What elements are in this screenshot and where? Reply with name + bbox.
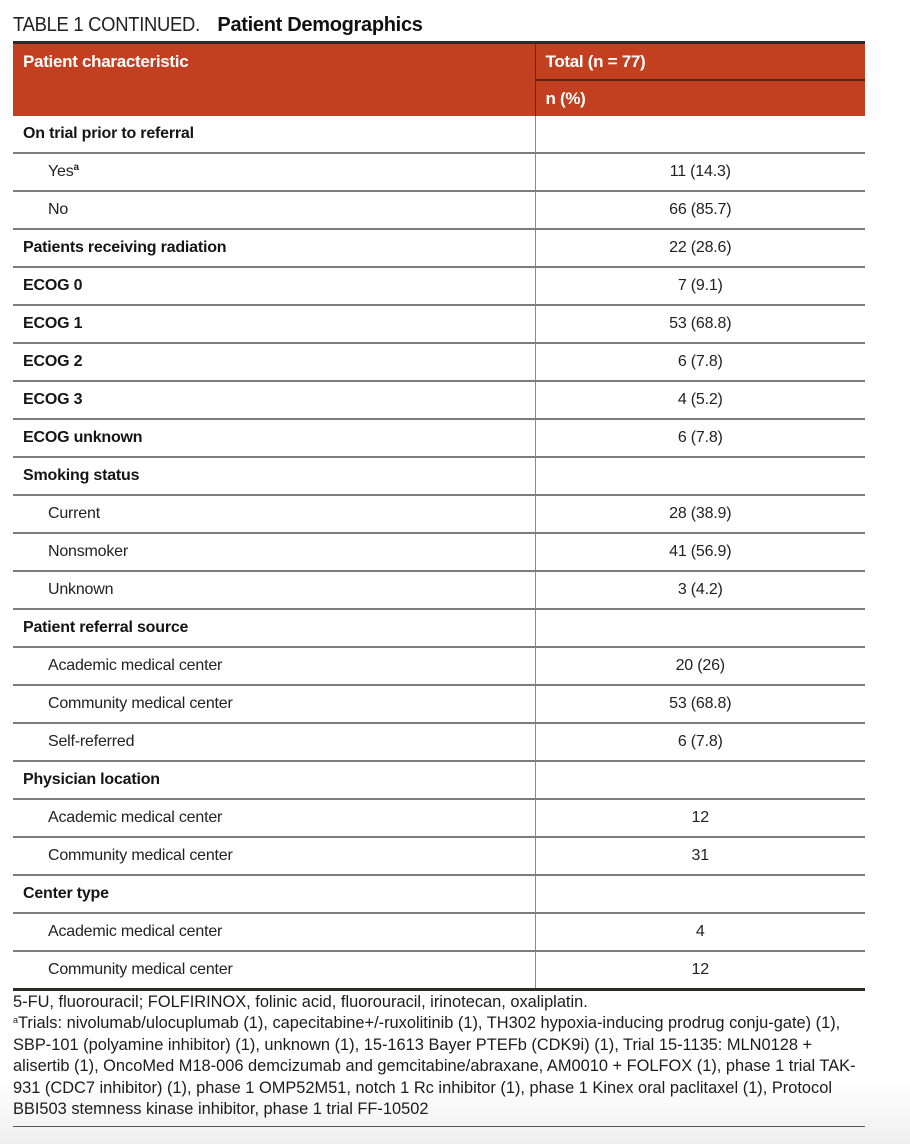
row-label-text: Yes xyxy=(48,163,74,180)
row-value xyxy=(535,951,865,990)
table-title xyxy=(13,12,423,38)
row-label-text: Community medical center xyxy=(48,695,233,712)
row-label-text: Current xyxy=(48,505,100,522)
row-label-text: Community medical center xyxy=(48,847,233,864)
row-label xyxy=(13,913,535,951)
footnote-marker: a xyxy=(73,162,79,173)
row-value-text: 4 (5.2) xyxy=(677,391,723,408)
row-value xyxy=(535,723,865,761)
row-value xyxy=(535,381,865,419)
table-row xyxy=(13,685,865,723)
row-value xyxy=(535,913,865,951)
row-label xyxy=(13,647,535,685)
table-row xyxy=(13,647,865,685)
row-value xyxy=(535,419,865,457)
row-value-text: 28 (38.9) xyxy=(669,505,732,522)
row-label-text: ECOG 0 xyxy=(23,277,83,294)
row-value-text: 11 (14.3) xyxy=(669,163,731,180)
table-row-section xyxy=(13,875,865,913)
row-label xyxy=(13,457,535,495)
row-value-text: 6 (7.8) xyxy=(677,733,723,750)
table-row-section xyxy=(13,381,865,419)
row-label-text: Center type xyxy=(23,885,109,902)
row-value xyxy=(535,837,865,875)
row-label xyxy=(13,191,535,229)
table-row-section xyxy=(13,419,865,457)
row-value xyxy=(535,495,865,533)
row-value-text: 12 xyxy=(691,961,709,978)
row-value xyxy=(535,799,865,837)
table-row xyxy=(13,533,865,571)
row-label-text: Community medical center xyxy=(48,961,233,978)
table-footnotes xyxy=(13,992,865,1127)
table-row-section xyxy=(13,457,865,495)
row-value-text: 53 (68.8) xyxy=(669,315,732,332)
table-row-section xyxy=(13,343,865,381)
row-label-text: Nonsmoker xyxy=(48,543,129,560)
row-label-text: No xyxy=(48,201,69,218)
row-label xyxy=(13,343,535,381)
row-value xyxy=(535,457,865,495)
row-value xyxy=(535,153,865,191)
row-value xyxy=(535,343,865,381)
table-row xyxy=(13,951,865,990)
row-value-text: 7 (9.1) xyxy=(677,277,723,294)
row-value-text: 66 (85.7) xyxy=(669,201,732,218)
row-value xyxy=(535,116,865,153)
row-label xyxy=(13,799,535,837)
row-value xyxy=(535,267,865,305)
row-value-text: 53 (68.8) xyxy=(669,695,732,712)
table-row xyxy=(13,191,865,229)
table-row-section xyxy=(13,229,865,267)
row-label-text: ECOG 1 xyxy=(23,315,83,332)
row-value xyxy=(535,533,865,571)
row-value xyxy=(535,761,865,799)
footnote-abbreviations: 5-FU, fluorouracil; FOLFIRINOX, folinic acid, fluorouracil, irinotecan, oxaliplatin. xyxy=(13,993,588,1011)
table-row-section xyxy=(13,305,865,343)
row-label-text: Academic medical center xyxy=(48,657,223,674)
table-row-section xyxy=(13,761,865,799)
row-value-text: 6 (7.8) xyxy=(677,353,723,370)
row-label-text: Self-referred xyxy=(48,733,135,750)
row-value xyxy=(535,229,865,267)
row-label-text: Unknown xyxy=(48,581,114,598)
row-label-text: ECOG 3 xyxy=(23,391,83,408)
row-label xyxy=(13,571,535,609)
row-label xyxy=(13,951,535,990)
row-value-text: 4 xyxy=(695,923,705,940)
row-value-text: 12 xyxy=(691,809,709,826)
row-label xyxy=(13,381,535,419)
table-name: Patient Demographics xyxy=(217,14,423,36)
table-row-section xyxy=(13,609,865,647)
row-label xyxy=(13,153,535,191)
row-value xyxy=(535,875,865,913)
table-row-section xyxy=(13,116,865,153)
table-row xyxy=(13,723,865,761)
row-label xyxy=(13,761,535,799)
table-row-section xyxy=(13,267,865,305)
table-row xyxy=(13,571,865,609)
row-value xyxy=(535,191,865,229)
table-row xyxy=(13,799,865,837)
table-row xyxy=(13,913,865,951)
row-value xyxy=(535,647,865,685)
footnote-a-marker: a xyxy=(13,1015,19,1026)
row-value-text: 6 (7.8) xyxy=(677,429,723,446)
row-label-text: Patient referral source xyxy=(23,619,189,636)
row-label-text: Physician location xyxy=(23,771,160,788)
row-label xyxy=(13,419,535,457)
demographics-table xyxy=(13,41,865,991)
row-label xyxy=(13,609,535,647)
row-label-text: Smoking status xyxy=(23,467,140,484)
row-label-text: ECOG 2 xyxy=(23,353,83,370)
row-label xyxy=(13,533,535,571)
footnote-a xyxy=(13,1013,865,1120)
row-value xyxy=(535,685,865,723)
row-label-text: ECOG unknown xyxy=(23,429,143,446)
row-label xyxy=(13,495,535,533)
row-label xyxy=(13,723,535,761)
header-total: Total (n = 77) xyxy=(535,43,865,81)
row-label-text: Patients receiving radiation xyxy=(23,239,227,256)
row-value-text: 31 xyxy=(691,847,709,864)
row-label xyxy=(13,875,535,913)
row-value-text: 20 (26) xyxy=(675,657,725,674)
row-value xyxy=(535,571,865,609)
table-row xyxy=(13,495,865,533)
header-n-percent: n (%) xyxy=(535,80,865,116)
row-value xyxy=(535,305,865,343)
footnote-a-text: Trials: nivolumab/ulocuplumab (1), capecitabine+/-ruxolitinib (1), TH302 hypoxia-inducing prodrug conju-gate) (1), SBP-101 (polyamine inhibitor) (1), unknown (1), 15-1613 Bayer PTEFb (CDK9i) (1), Trial 15-1135: MLN0128 + alisertib (1), OncoMed M18-006 demcizumab and gemcitabine/abraxane, AM0010 + FOLFOX (1), phase 1 trial TAK-931 (CDC7 inhibitor) (1), phase 1 OMP52M51, notch 1 Rc inhibitor (1), phase 1 Kinex oral paclitaxel (1), Protocol BBI503 stemness kinase inhibitor, phase 1 trial FF-10502 xyxy=(13,1014,856,1119)
row-label xyxy=(13,305,535,343)
row-value-text: 41 (56.9) xyxy=(669,543,732,560)
row-label xyxy=(13,837,535,875)
table-row xyxy=(13,153,865,191)
row-label xyxy=(13,229,535,267)
table-row xyxy=(13,837,865,875)
table-body xyxy=(13,116,865,990)
row-label xyxy=(13,685,535,723)
row-value-text: 22 (28.6) xyxy=(669,239,732,256)
row-label xyxy=(13,116,535,153)
row-value-text: 3 (4.2) xyxy=(677,581,723,598)
row-label-text: Academic medical center xyxy=(48,923,223,940)
table-label: TABLE 1 CONTINUED. xyxy=(13,14,200,36)
row-label xyxy=(13,267,535,305)
header-patient-characteristic: Patient characteristic xyxy=(13,43,535,117)
row-label-text: Academic medical center xyxy=(48,809,223,826)
row-value xyxy=(535,609,865,647)
table-header xyxy=(13,43,865,117)
row-label-text: On trial prior to referral xyxy=(23,125,194,142)
